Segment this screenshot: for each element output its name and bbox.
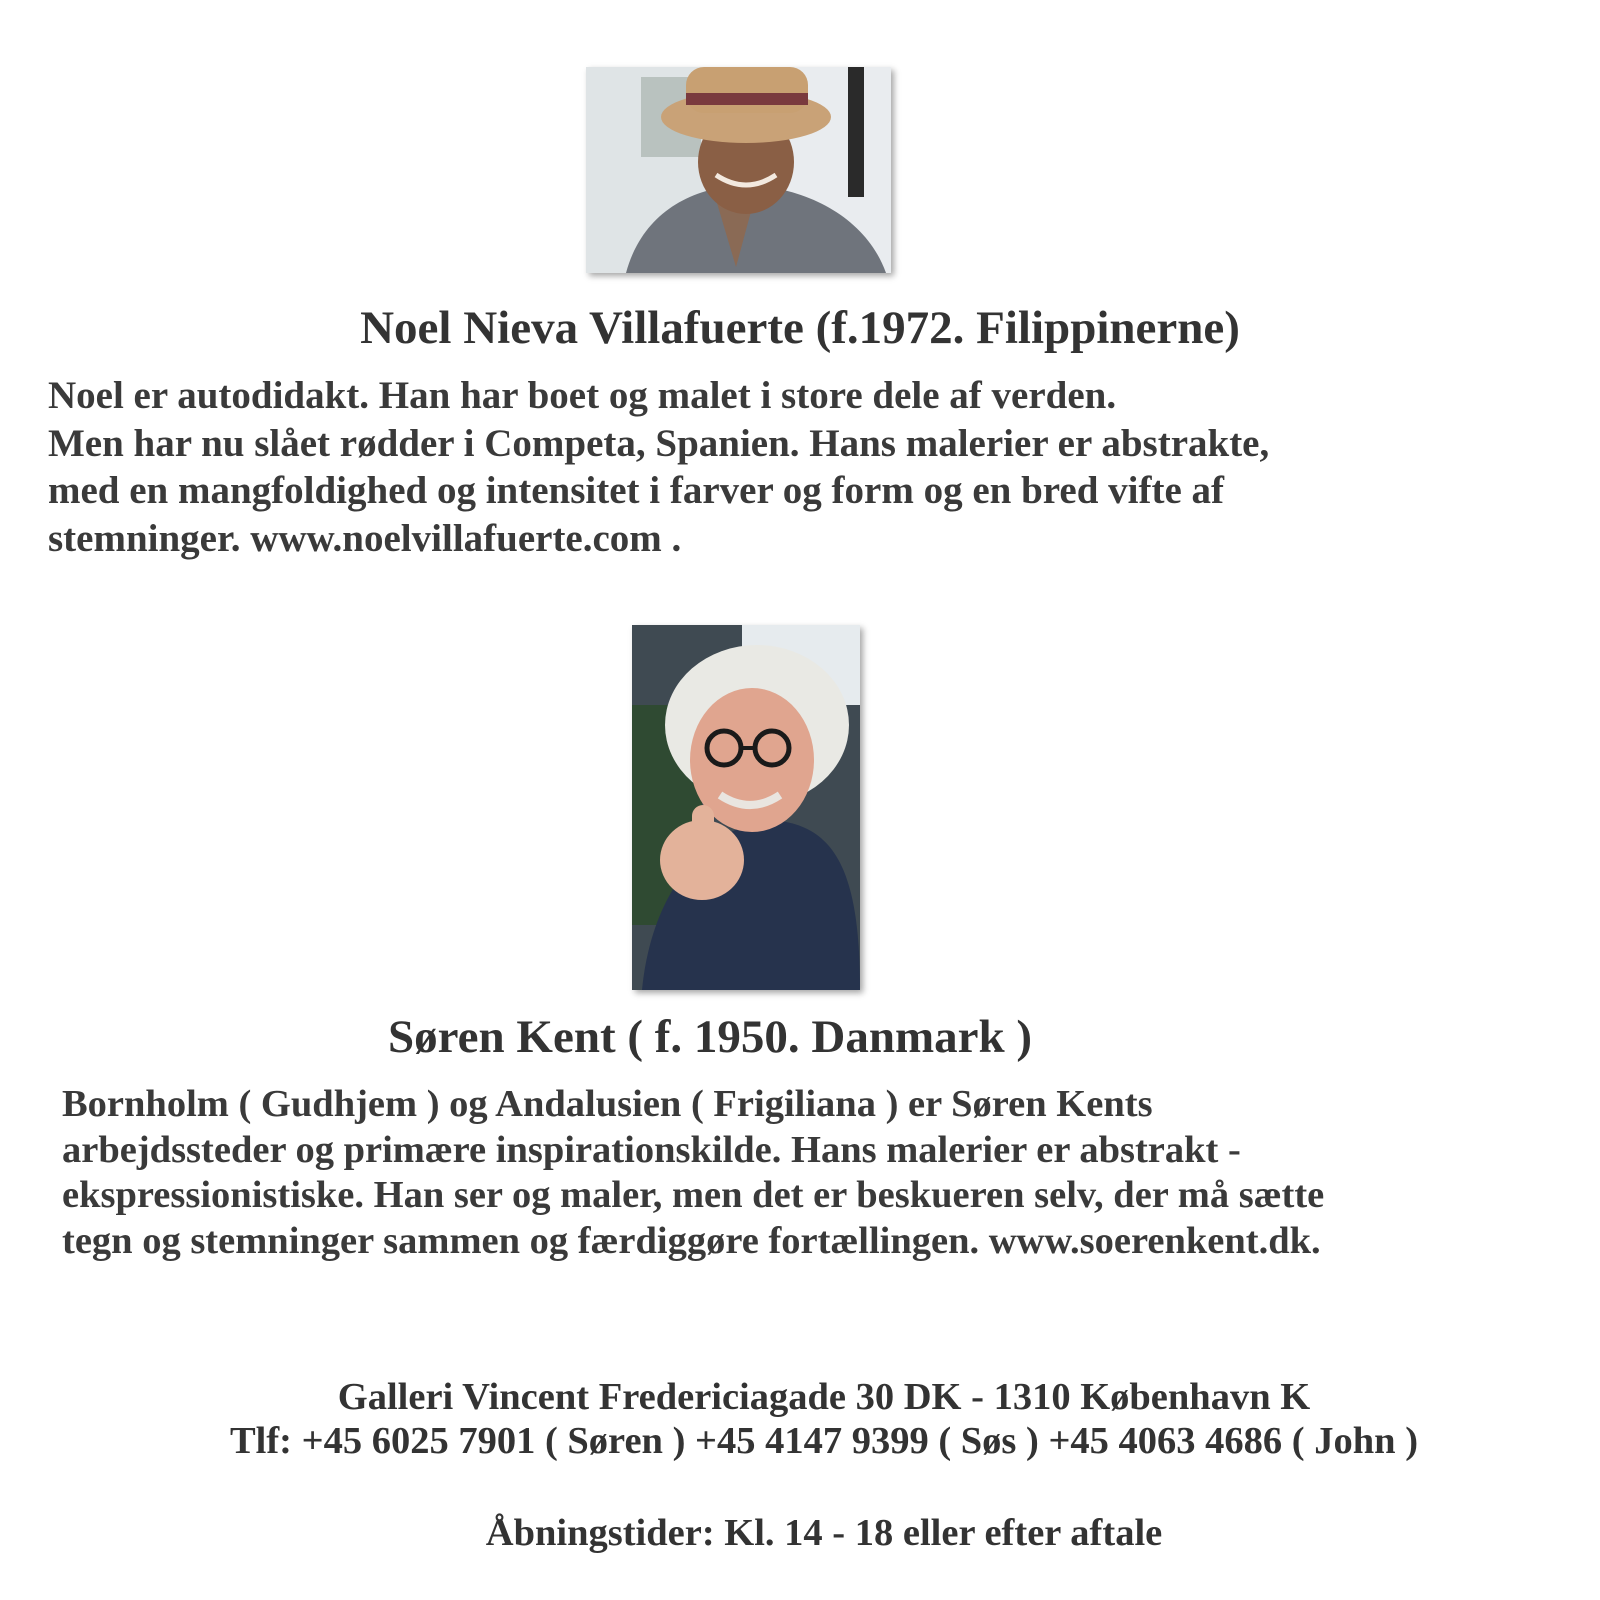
opening-hours: Åbningstider: Kl. 14 - 18 eller efter aftale	[485, 1512, 1163, 1554]
artist-photo-soren	[632, 625, 860, 990]
bio-line: Men har nu slået rødder i Competa, Spanien. Hans malerier er abstrakte,	[48, 421, 1270, 465]
artist-name-noel: Noel Nieva Villafuerte (f.1972. Filippinerne)	[360, 302, 1240, 354]
artist-bio-soren	[62, 1082, 1324, 1264]
portrait-noel-image	[586, 67, 891, 273]
artist-name-soren: Søren Kent ( f. 1950. Danmark )	[388, 1011, 1033, 1063]
bio-line: Noel er autodidakt. Han har boet og malet i store dele af verden.	[48, 374, 1117, 417]
gallery-phone: Tlf: +45 6025 7901 ( Søren ) +45 4147 9399 ( Søs ) +45 4063 4686 ( John )	[229, 1420, 1419, 1462]
artist-bio-noel	[48, 372, 1269, 562]
artist-photo-noel	[586, 67, 891, 273]
bio-line: arbejdssteder og primære inspirationskilde. Hans malerier er abstrakt -	[62, 1128, 1241, 1171]
gallery-address: Galleri Vincent Fredericiagade 30 DK - 1310 København K	[337, 1376, 1311, 1418]
bio-line: med en mangfoldighed og intensitet i farver og form og en bred vifte af	[48, 469, 1224, 512]
bio-line: Bornholm ( Gudhjem ) og Andalusien ( Frigiliana ) er Søren Kents	[62, 1083, 1153, 1125]
bio-line: ekspressionistiske. Han ser og maler, men det er beskueren selv, der må sætte	[62, 1174, 1325, 1216]
bio-line: tegn og stemninger sammen og færdiggøre fortællingen. www.soerenkent.dk.	[62, 1219, 1321, 1262]
bio-line: stemninger. www.noelvillafuerte.com .	[48, 516, 682, 560]
portrait-soren-image	[632, 625, 860, 990]
